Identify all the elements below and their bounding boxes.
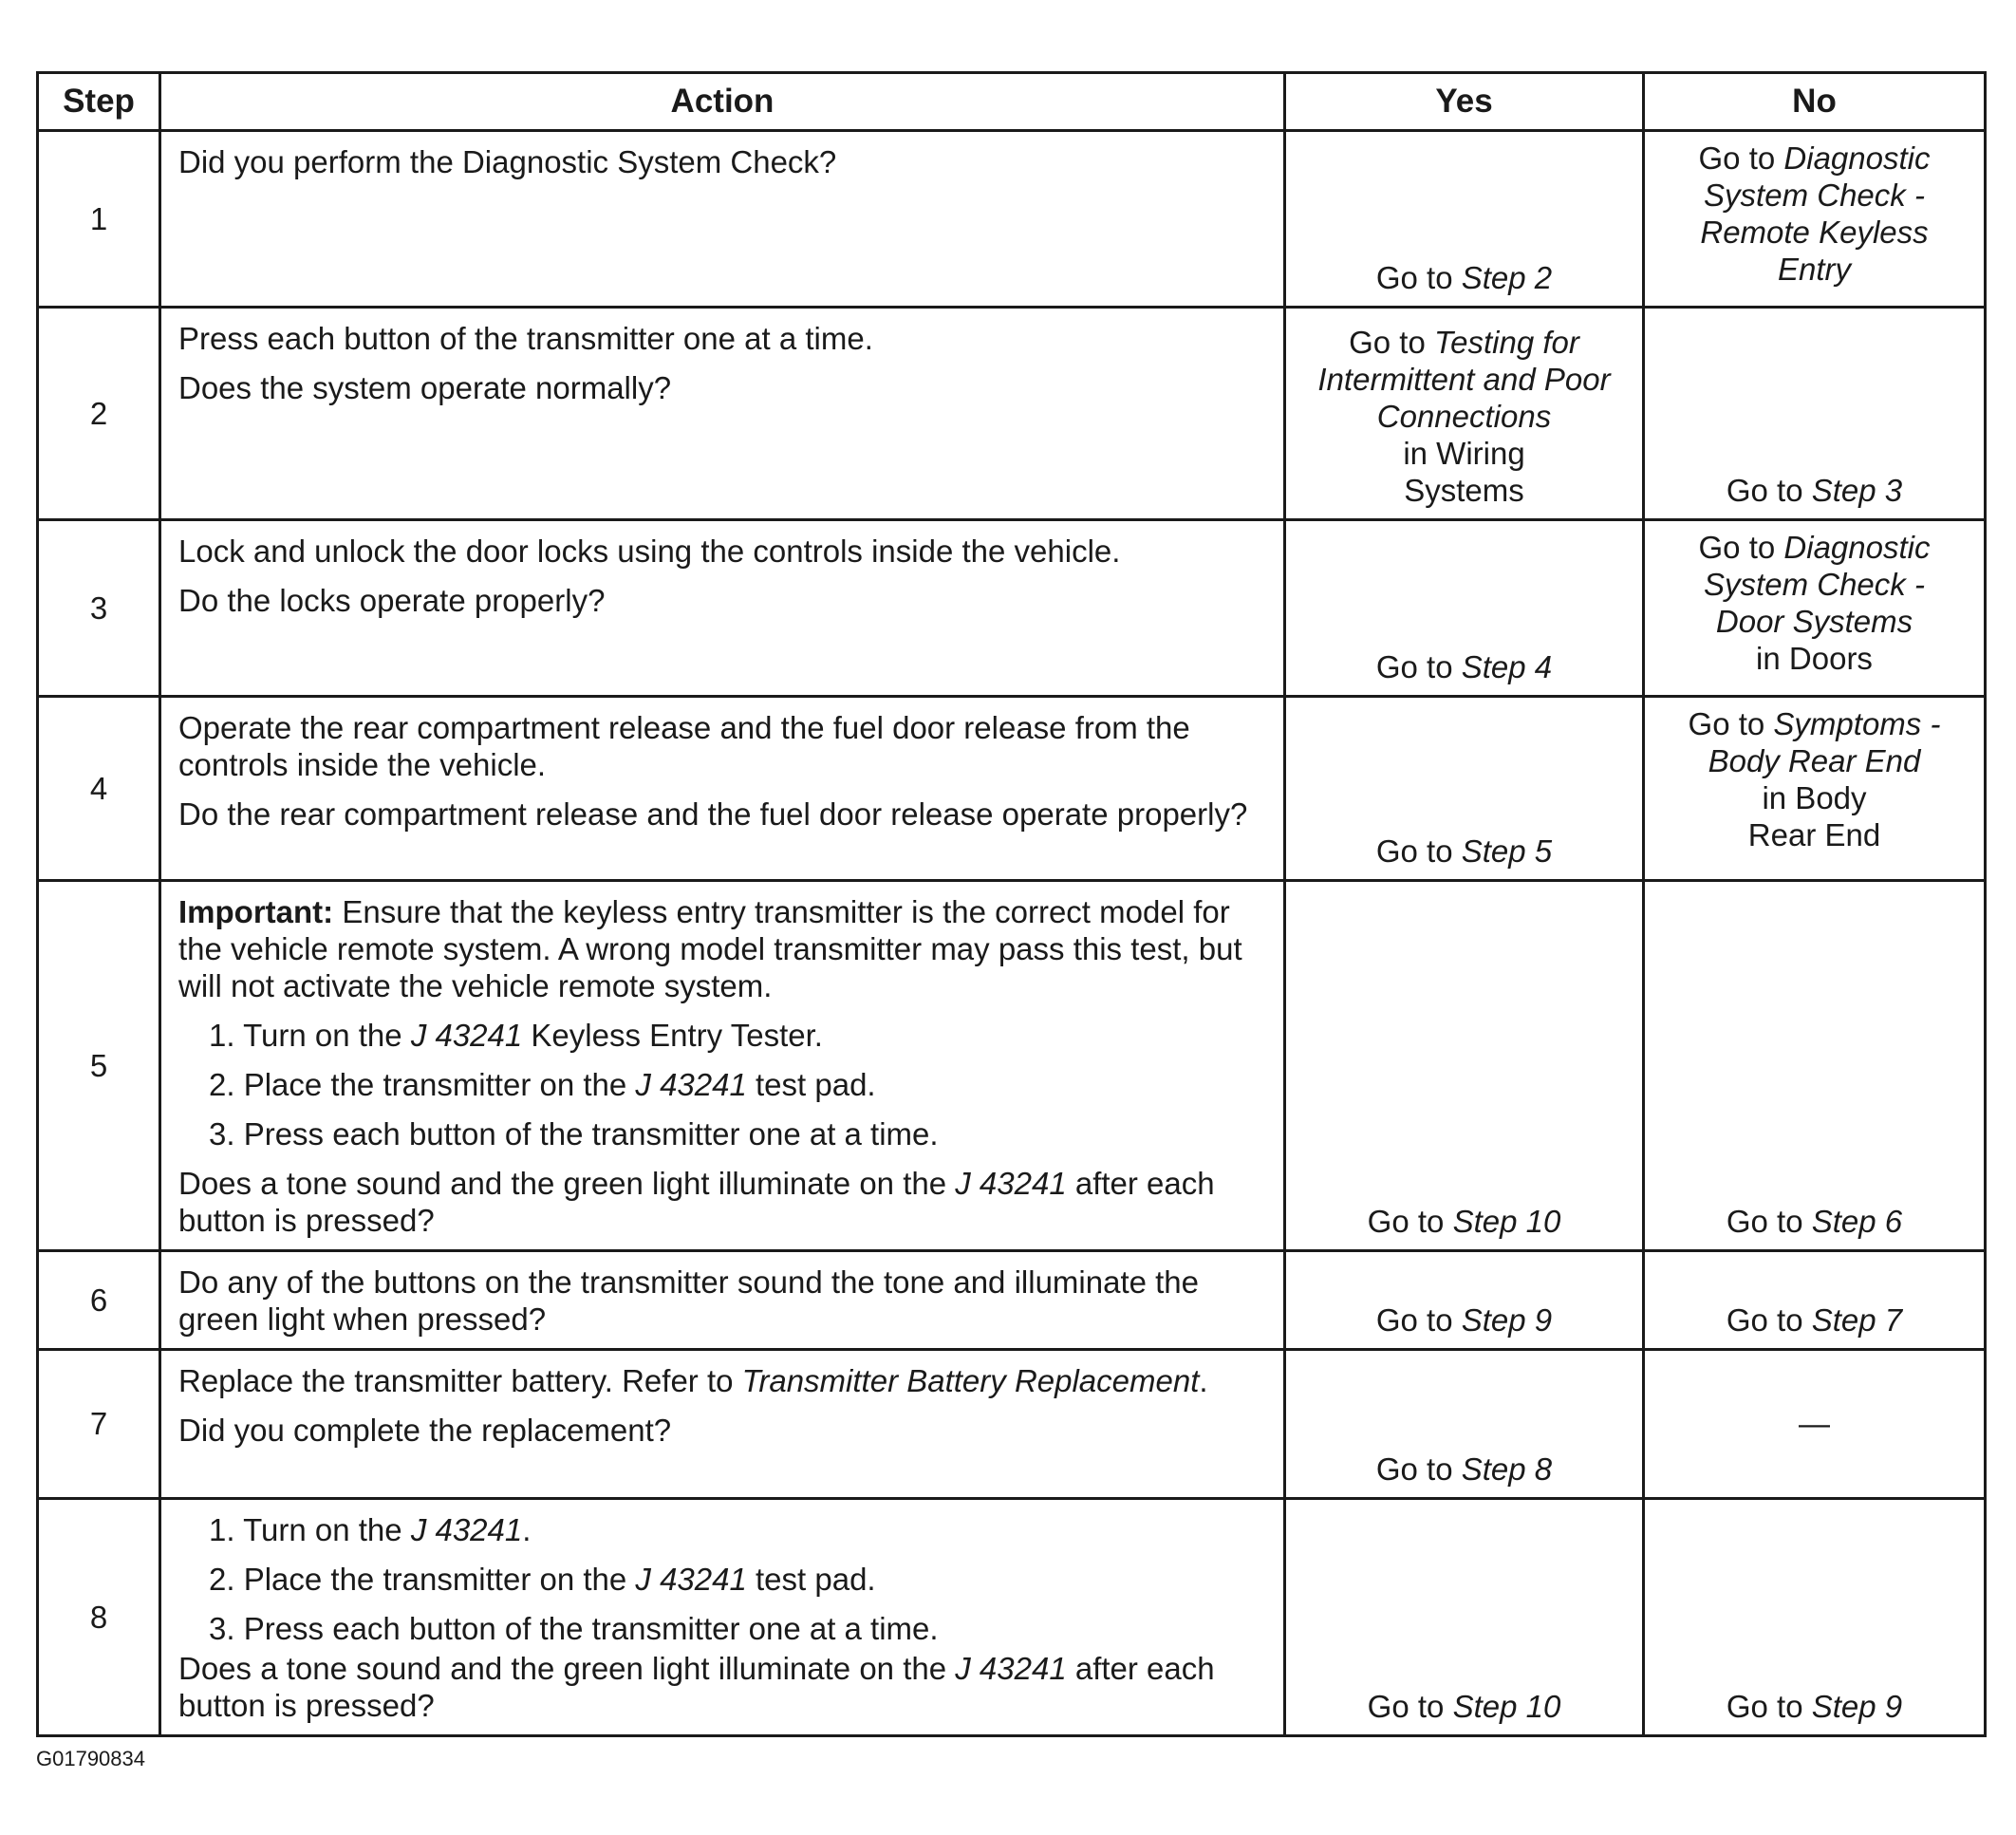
- text-run: Go to: [1375, 1451, 1462, 1487]
- action-paragraph: [178, 1362, 1270, 1399]
- action-paragraph: [178, 1165, 1270, 1239]
- text-line: [1652, 1203, 1976, 1240]
- action-cell: [160, 308, 1285, 520]
- text-run: Did you perform the Diagnostic System Check?: [178, 144, 837, 179]
- action-paragraph: [178, 796, 1270, 833]
- text-run: Go to: [1367, 1689, 1453, 1724]
- text-line: [1294, 648, 1634, 685]
- action-cell: [160, 1499, 1285, 1736]
- step-number: 3: [38, 520, 160, 697]
- no-result-cell: [1644, 131, 1986, 308]
- action-cell: [160, 1251, 1285, 1350]
- text-run: Lock and unlock the door locks using the controls inside the vehicle.: [178, 534, 1121, 569]
- italic-reference: J 43241: [955, 1166, 1067, 1201]
- table-row: [38, 1499, 1986, 1736]
- no-result-cell: [1644, 308, 1986, 520]
- italic-reference: Step 4: [1461, 649, 1553, 684]
- yes-result-cell: [1285, 1350, 1644, 1499]
- text-line: [1294, 1203, 1634, 1240]
- italic-reference: Step 10: [1452, 1689, 1561, 1724]
- yes-result-cell: [1285, 1499, 1644, 1736]
- text-run: 2. Place the transmitter on the: [209, 1562, 636, 1597]
- italic-reference: J 43241: [410, 1018, 523, 1053]
- action-paragraph: [178, 369, 1270, 406]
- table-row: [38, 881, 1986, 1251]
- header-action: Action: [160, 73, 1285, 131]
- text-run: Go to: [1688, 706, 1774, 741]
- no-result-cell: [1644, 1251, 1986, 1350]
- figure-id: G01790834: [36, 1747, 145, 1770]
- italic-reference: Diagnostic: [1783, 140, 1931, 176]
- action-paragraph: [178, 320, 1270, 357]
- text-line: [1294, 1688, 1634, 1725]
- step-number: 7: [38, 1350, 160, 1499]
- italic-reference: Step 10: [1452, 1204, 1561, 1239]
- text-run: Go to: [1726, 473, 1812, 508]
- action-cell: [160, 1350, 1285, 1499]
- text-line: [1652, 1405, 1976, 1442]
- bold-text: Important:: [178, 894, 334, 929]
- text-run: .: [522, 1512, 532, 1547]
- text-line: [1652, 566, 1976, 603]
- no-result-cell: [1644, 1499, 1986, 1736]
- text-run: Go to: [1726, 1302, 1812, 1338]
- italic-reference: Entry: [1777, 252, 1852, 287]
- table-row: [38, 308, 1986, 520]
- text-line: [1652, 1301, 1976, 1339]
- action-list-item: [178, 1017, 1270, 1054]
- text-run: Do the locks operate properly?: [178, 583, 606, 618]
- italic-reference: System Check -: [1704, 567, 1925, 602]
- text-line: [1294, 361, 1634, 398]
- text-line: [1294, 435, 1634, 472]
- text-line: [1294, 398, 1634, 435]
- text-run: Go to: [1349, 325, 1434, 360]
- italic-reference: Step 9: [1461, 1302, 1553, 1338]
- action-cell: [160, 697, 1285, 881]
- text-line: [1652, 177, 1976, 214]
- text-run: after each button is pressed?: [178, 1166, 1215, 1238]
- text-line: [1652, 742, 1976, 779]
- action-paragraph: [178, 582, 1270, 619]
- italic-reference: Symptoms -: [1773, 706, 1941, 741]
- action-list-item: [178, 1066, 1270, 1103]
- no-result-cell: [1644, 881, 1986, 1251]
- text-run: Did you complete the replacement?: [178, 1413, 672, 1448]
- table-body: [38, 131, 1986, 1736]
- text-run: Ensure that the keyless entry transmitter is the correct model for the vehicle remote system. A wrong model transmitter may pass this test, but will not activate the vehicle remote system.: [178, 894, 1242, 1003]
- yes-result-cell: [1285, 520, 1644, 697]
- table-row: [38, 1350, 1986, 1499]
- text-run: test pad.: [746, 1562, 876, 1597]
- yes-result-cell: [1285, 131, 1644, 308]
- action-list-item: [178, 1610, 1270, 1647]
- no-result-cell: [1644, 697, 1986, 881]
- text-line: [1294, 259, 1634, 296]
- action-list-item: [178, 1511, 1270, 1548]
- text-run: Go to: [1367, 1204, 1453, 1239]
- text-run: Press each button of the transmitter one at a time.: [178, 321, 873, 356]
- action-paragraph: [178, 893, 1270, 1004]
- italic-reference: Testing for: [1434, 325, 1579, 360]
- text-run: in Body: [1762, 780, 1867, 815]
- action-list-item: [178, 1561, 1270, 1598]
- italic-reference: Step 8: [1461, 1451, 1553, 1487]
- step-number: 5: [38, 881, 160, 1251]
- text-run: Go to: [1698, 140, 1784, 176]
- text-run: Go to: [1726, 1204, 1812, 1239]
- text-run: Do the rear compartment release and the fuel door release operate properly?: [178, 796, 1248, 832]
- text-line: [1294, 1301, 1634, 1339]
- step-number: 4: [38, 697, 160, 881]
- text-line: [1294, 472, 1634, 509]
- yes-result-cell: [1285, 697, 1644, 881]
- text-run: Go to: [1375, 1302, 1462, 1338]
- italic-reference: Intermittent and Poor: [1317, 362, 1611, 397]
- action-paragraph: [178, 1650, 1270, 1724]
- text-line: [1294, 324, 1634, 361]
- text-run: Does a tone sound and the green light illuminate on the: [178, 1651, 956, 1686]
- text-line: [1652, 251, 1976, 288]
- action-paragraph: [178, 1412, 1270, 1449]
- table-row: [38, 697, 1986, 881]
- text-run: Keyless Entry Tester.: [522, 1018, 823, 1053]
- text-run: Go to: [1375, 260, 1462, 295]
- text-run: —: [1799, 1405, 1830, 1441]
- table-row: [38, 520, 1986, 697]
- yes-result-cell: [1285, 881, 1644, 1251]
- italic-reference: Step 3: [1811, 473, 1903, 508]
- text-run: 3. Press each button of the transmitter one at a time.: [209, 1611, 939, 1646]
- text-run: Operate the rear compartment release and the fuel door release from the controls inside the vehicle.: [178, 710, 1190, 782]
- no-result-cell: [1644, 520, 1986, 697]
- text-run: .: [1199, 1363, 1208, 1398]
- action-paragraph: [178, 533, 1270, 570]
- step-number: 6: [38, 1251, 160, 1350]
- diagnostic-table: [36, 71, 1987, 1737]
- yes-result-cell: [1285, 1251, 1644, 1350]
- italic-reference: Body Rear End: [1708, 743, 1921, 778]
- header-no: No: [1644, 73, 1986, 131]
- action-cell: [160, 881, 1285, 1251]
- italic-reference: Step 7: [1811, 1302, 1903, 1338]
- text-run: after each button is pressed?: [178, 1651, 1215, 1723]
- italic-reference: Step 2: [1461, 260, 1553, 295]
- italic-reference: Step 6: [1811, 1204, 1903, 1239]
- header-yes: Yes: [1285, 73, 1644, 131]
- italic-reference: Remote Keyless: [1700, 215, 1929, 250]
- action-paragraph: [178, 143, 1270, 180]
- no-result-cell: [1644, 1350, 1986, 1499]
- italic-reference: Diagnostic: [1783, 530, 1931, 565]
- text-run: 1. Turn on the: [209, 1512, 411, 1547]
- action-cell: [160, 520, 1285, 697]
- text-line: [1652, 1688, 1976, 1725]
- text-line: [1652, 140, 1976, 177]
- text-run: Systems: [1404, 473, 1524, 508]
- italic-reference: Step 9: [1811, 1689, 1903, 1724]
- action-cell: [160, 131, 1285, 308]
- table-header-row: [38, 73, 1986, 131]
- action-paragraph: [178, 1264, 1270, 1338]
- text-run: Does the system operate normally?: [178, 370, 672, 405]
- text-run: Go to: [1375, 649, 1462, 684]
- text-run: Go to: [1698, 530, 1784, 565]
- italic-reference: Connections: [1376, 399, 1552, 434]
- text-run: 2. Place the transmitter on the: [209, 1067, 636, 1102]
- table-row: [38, 1251, 1986, 1350]
- text-line: [1652, 214, 1976, 251]
- action-paragraph: [178, 709, 1270, 783]
- italic-reference: J 43241: [410, 1512, 523, 1547]
- text-line: [1652, 779, 1976, 816]
- text-run: Do any of the buttons on the transmitter sound the tone and illuminate the green light when pressed?: [178, 1264, 1200, 1337]
- text-run: Go to: [1375, 833, 1462, 869]
- step-number: 1: [38, 131, 160, 308]
- text-line: [1652, 816, 1976, 853]
- header-step: Step: [38, 73, 160, 131]
- step-number: 8: [38, 1499, 160, 1736]
- step-number: 2: [38, 308, 160, 520]
- italic-reference: J 43241: [955, 1651, 1067, 1686]
- italic-reference: Transmitter Battery Replacement: [741, 1363, 1200, 1398]
- italic-reference: J 43241: [635, 1067, 747, 1102]
- table-row: [38, 131, 1986, 308]
- text-run: in Wiring: [1403, 436, 1525, 471]
- text-run: Does a tone sound and the green light illuminate on the: [178, 1166, 956, 1201]
- text-line: [1652, 472, 1976, 509]
- text-line: [1652, 529, 1976, 566]
- text-line: [1652, 640, 1976, 677]
- yes-result-cell: [1285, 308, 1644, 520]
- text-run: Go to: [1726, 1689, 1812, 1724]
- text-run: Rear End: [1747, 817, 1881, 852]
- action-list-item: [178, 1115, 1270, 1152]
- text-run: 1. Turn on the: [209, 1018, 411, 1053]
- italic-reference: Door Systems: [1715, 604, 1913, 639]
- italic-reference: Step 5: [1461, 833, 1553, 869]
- text-run: Replace the transmitter battery. Refer to: [178, 1363, 742, 1398]
- text-run: in Doors: [1756, 641, 1873, 676]
- text-line: [1652, 705, 1976, 742]
- italic-reference: J 43241: [635, 1562, 747, 1597]
- text-line: [1294, 833, 1634, 870]
- text-line: [1294, 1451, 1634, 1488]
- text-run: test pad.: [746, 1067, 876, 1102]
- text-line: [1652, 603, 1976, 640]
- italic-reference: System Check -: [1704, 178, 1925, 213]
- text-run: 3. Press each button of the transmitter one at a time.: [209, 1116, 939, 1152]
